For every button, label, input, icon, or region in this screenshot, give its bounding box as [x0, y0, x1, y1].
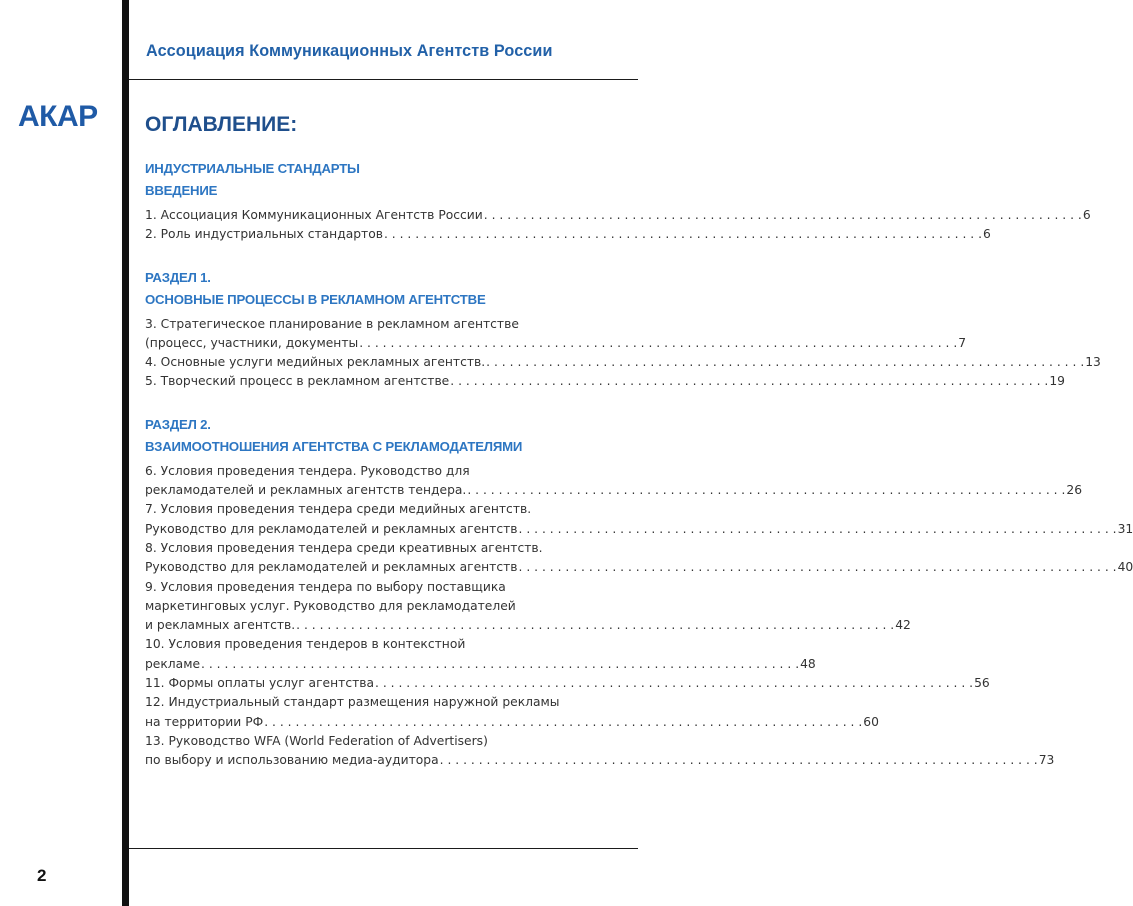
toc-page-number: 7: [958, 335, 967, 350]
toc-title: ОГЛАВЛЕНИЕ:: [145, 113, 298, 136]
toc-page-number: 60: [863, 714, 879, 729]
toc-content: [145, 158, 1133, 771]
toc-entry[interactable]: [145, 462, 1083, 501]
toc-page-number: 26: [1066, 483, 1083, 498]
dot-leader: . . . . . . . . . . . . . . . . . . . . . . . . . . . . . . . . . . . . . . . . . . . . . . . . . . . . . . . . . . . . . . . . . . . . . . . . . . . . .: [201, 656, 800, 671]
dot-leader: . . . . . . . . . . . . . . . . . . . . . . . . . . . . . . . . . . . . . . . . . . . . . . . . . . . . . . . . . . . . . . . . . . . . . . . . . . . . .: [264, 714, 863, 729]
toc-entry-text: на территории РФ: [145, 714, 264, 729]
dot-leader: . . . . . . . . . . . . . . . . . . . . . . . . . . . . . . . . . . . . . . . . . . . . . . . . . . . . . . . . . . . . . . . . . . . . . . . . . . . . .: [467, 483, 1066, 498]
toc-entry-text: 8. Условия проведения тендера среди креативных агентств.: [145, 540, 543, 555]
toc-entry-text: маркетинговых услуг. Руководство для рекламодателей: [145, 598, 516, 613]
dot-leader: . . . . . . . . . . . . . . . . . . . . . . . . . . . . . . . . . . . . . . . . . . . . . . . . . . . . . . . . . . . . . . . . . . . . . . . . . . . . .: [450, 374, 1049, 389]
header-divider: [129, 79, 638, 80]
toc-entry-text: 6. Условия проведения тендера. Руководство для: [145, 463, 470, 478]
section-heading: РАЗДЕЛ 1.: [145, 269, 211, 285]
vertical-bar: [122, 0, 129, 906]
section-heading: ОСНОВНЫЕ ПРОЦЕССЫ В РЕКЛАМНОМ АГЕНТСТВЕ: [145, 291, 486, 307]
toc-entry-text: 11. Формы оплаты услуг агентства: [145, 676, 375, 691]
toc-entry-text: 2. Роль индустриальных стандартов: [145, 227, 383, 242]
dot-leader: . . . . . . . . . . . . . . . . . . . . . . . . . . . . . . . . . . . . . . . . . . . . . . . . . . . . . . . . . . . . . . . . . . . . . . . . . . . . .: [359, 335, 958, 350]
toc-entry[interactable]: [145, 674, 990, 693]
dot-leader: . . . . . . . . . . . . . . . . . . . . . . . . . . . . . . . . . . . . . . . . . . . . . . . . . . . . . . . . . . . . . . . . . . . . . . . . . . . . .: [518, 560, 1117, 575]
toc-page-number: 42: [895, 618, 911, 633]
toc-entry[interactable]: [145, 225, 991, 244]
toc-entry-text: 7. Условия проведения тендера среди медийных агентств.: [145, 502, 532, 517]
toc-entry-text: (процесс, участники, документы: [145, 335, 359, 350]
toc-page-number: 73: [1038, 753, 1055, 768]
dot-leader: . . . . . . . . . . . . . . . . . . . . . . . . . . . . . . . . . . . . . . . . . . . . . . . . . . . . . . . . . . . . . . . . . . . . . . . . . . . . .: [375, 676, 974, 691]
toc-entry-text: 3. Стратегическое планирование в рекламном агентстве: [145, 316, 519, 331]
toc-entry-text: 1. Ассоциация Коммуникационных Агентств России: [145, 208, 483, 222]
toc-entry-text: Руководство для рекламодателей и рекламных агентств: [145, 521, 518, 536]
toc-entry-text: 5. Творческий процесс в рекламном агентстве: [145, 374, 450, 389]
dot-leader: . . . . . . . . . . . . . . . . . . . . . . . . . . . . . . . . . . . . . . . . . . . . . . . . . . . . . . . . . . . . . . . . . . . . . . . . . . . . .: [518, 521, 1117, 536]
toc-page-number: 6: [1082, 208, 1091, 222]
akar-logo: АКАР: [18, 100, 98, 133]
section-heading: ИНДУСТРИАЛЬНЫЕ СТАНДАРТЫ: [145, 161, 360, 176]
toc-page-number: 6: [983, 227, 991, 242]
toc-entry[interactable]: [145, 353, 1101, 372]
toc-page-number: 48: [800, 656, 816, 671]
toc-entry[interactable]: [145, 539, 1133, 578]
page-number: 2: [37, 866, 47, 885]
toc-entry-text: 4. Основные услуги медийных рекламных агентств.: [145, 355, 486, 370]
toc-entry-text: рекламе: [145, 656, 201, 671]
toc-page-number: 56: [974, 676, 990, 691]
toc-page-number: 40: [1117, 560, 1133, 575]
dot-leader: . . . . . . . . . . . . . . . . . . . . . . . . . . . . . . . . . . . . . . . . . . . . . . . . . . . . . . . . . . . . . . . . . . . . . . . . . . . . .: [439, 753, 1038, 768]
toc-entry[interactable]: [145, 693, 879, 732]
section-heading: ВЗАИМООТНОШЕНИЯ АГЕНТСТВА С РЕКЛАМОДАТЕЛЯМИ: [145, 438, 523, 454]
toc-page-number: 31: [1117, 521, 1133, 536]
toc-entry[interactable]: [145, 578, 911, 636]
toc-entry[interactable]: [145, 206, 1091, 225]
toc-entry-text: 12. Индустриальный стандарт размещения наружной рекламы: [145, 695, 560, 710]
toc-entry-text: Руководство для рекламодателей и рекламных агентств: [145, 560, 518, 575]
toc-entry[interactable]: [145, 732, 1055, 771]
toc-entry[interactable]: [145, 372, 1065, 391]
toc-entry-text: рекламодателей и рекламных агентств тендера.: [145, 483, 467, 498]
toc-entry-text: 9. Условия проведения тендера по выбору поставщика: [145, 579, 506, 594]
dot-leader: . . . . . . . . . . . . . . . . . . . . . . . . . . . . . . . . . . . . . . . . . . . . . . . . . . . . . . . . . . . . . . . . . . . . . . . . . . . . .: [383, 227, 983, 242]
toc-entry[interactable]: [145, 635, 816, 674]
dot-leader: . . . . . . . . . . . . . . . . . . . . . . . . . . . . . . . . . . . . . . . . . . . . . . . . . . . . . . . . . . . . . . . . . . . . . . . . . . . . .: [483, 208, 1082, 222]
toc-entry[interactable]: [145, 500, 1133, 539]
header-title: Ассоциация Коммуникационных Агентств России: [146, 42, 553, 60]
dot-leader: . . . . . . . . . . . . . . . . . . . . . . . . . . . . . . . . . . . . . . . . . . . . . . . . . . . . . . . . . . . . . . . . . . . . . . . . . . . . .: [486, 355, 1085, 370]
section-heading: ВВЕДЕНИЕ: [145, 183, 218, 198]
footer-divider: [129, 848, 638, 849]
toc-entry-text: и рекламных агентств.: [145, 618, 296, 633]
dot-leader: . . . . . . . . . . . . . . . . . . . . . . . . . . . . . . . . . . . . . . . . . . . . . . . . . . . . . . . . . . . . . . . . . . . . . . . . . . . . .: [296, 618, 895, 633]
toc-page-number: 13: [1085, 355, 1101, 370]
toc-entry[interactable]: [145, 315, 967, 354]
toc-entry-text: 10. Условия проведения тендеров в контекстной: [145, 637, 466, 652]
toc-entry-text: по выбору и использованию медиа-аудитора: [145, 753, 439, 768]
toc-page-number: 19: [1049, 374, 1065, 389]
section-heading: РАЗДЕЛ 2.: [145, 416, 211, 432]
toc-entry-text: 13. Руководство WFA (World Federation of Advertisers): [145, 733, 488, 748]
left-margin: [0, 0, 122, 906]
